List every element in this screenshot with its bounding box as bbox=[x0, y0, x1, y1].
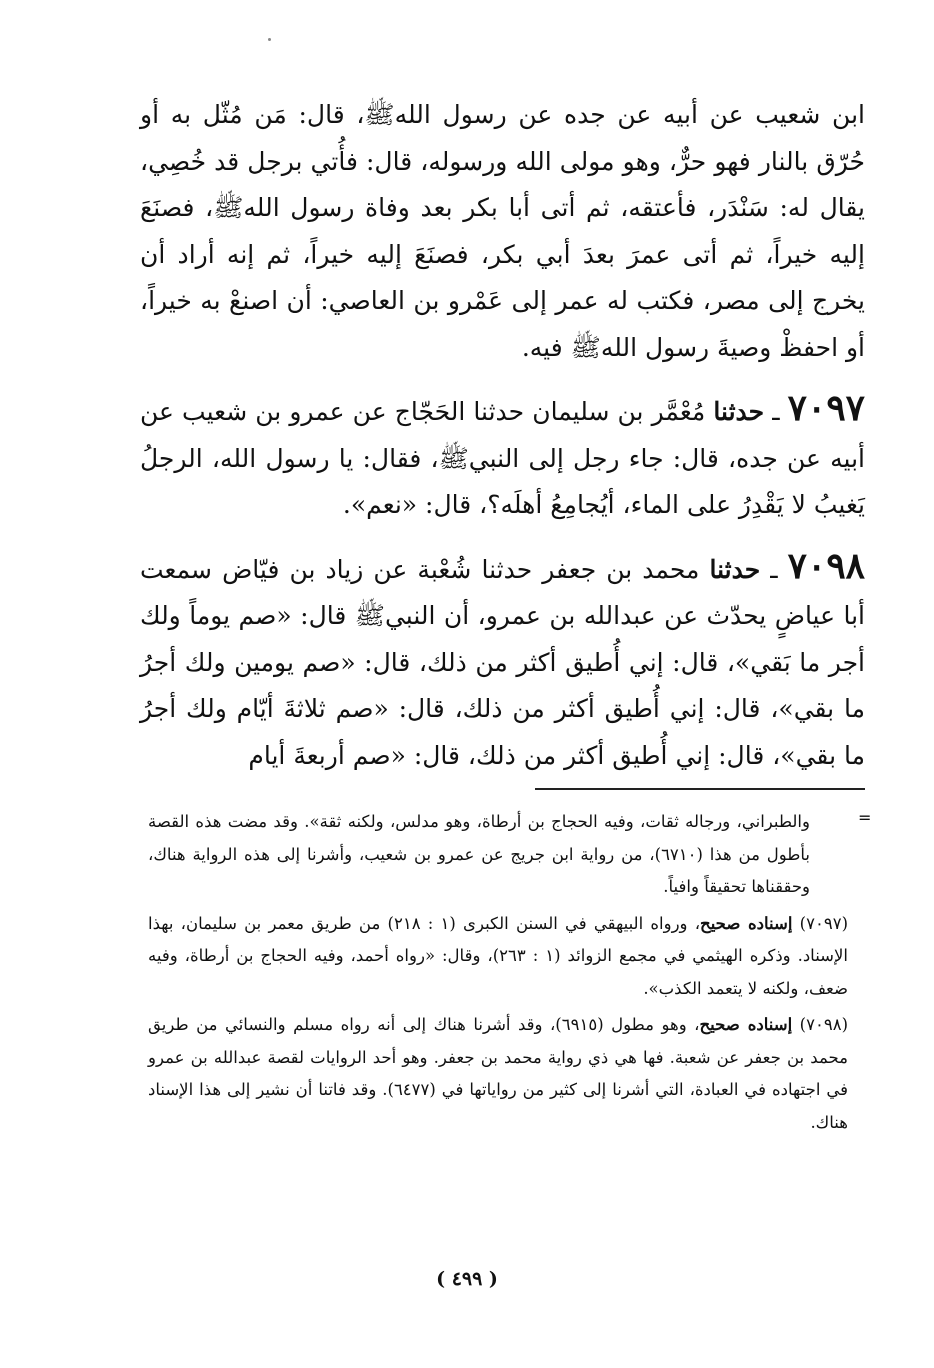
hadith-text: محمد بن جعفر حدثنا شُعْبة عن زياد بن فيّاض سمعت أبا عياضٍ يحدّث عن عبدالله بن عمرو، أن النبيﷺ قال: «صم يوماً ولك أجر ما بَقي»، قال: إني أُطيق أكثر من ذلك، قال: «صم يومين ولك أجرُ ما بقي»، قال: إني أُطيق أكثر من ذلك، قال: «صم ثلاثةَ أيّام ولك أجرُ ما بقي»، قال: إني أُطيق أكثر من ذلك، قال: «صم أربعةَ أيام bbox=[140, 554, 865, 770]
hadith-7098 bbox=[140, 543, 865, 780]
footnotes bbox=[148, 806, 848, 1139]
hadith-dash: ـ bbox=[760, 554, 788, 584]
continuation-marker: = bbox=[858, 808, 872, 827]
scan-speck bbox=[268, 38, 271, 41]
hadith-keyword: حدثنا bbox=[713, 397, 765, 426]
hadith-text: مُعْمَّر بن سليمان حدثنا الحَجّاج عن عمرو بن شعيب عن أبيه عن جده، قال: جاء رجل إلى النبيﷺ، فقال: يا رسول الله، الرجلُ يَغيبُ لا يَقْدِرُ على الماء، أيُجامِعُ أهلَه؟، قال: «نعم». bbox=[140, 397, 865, 519]
footnote-divider bbox=[535, 788, 865, 790]
footnote-text: ، وهو مطول (٦٩١٥)، وقد أشرنا هناك إلى أنه رواه مسلم والنسائي من طريق محمد بن جعفر عن شعبة. فها هي ذي رواية محمد بن جعفر. وهو أحد الروايات لقصة عبدالله بن عمرو في اجتهاده في العبادة، التي أشرنا إلى كثير من رواياتها في (٦٤٧٧). وقد فاتنا أن نشير إلى هذا الإسناد هناك. bbox=[148, 1015, 848, 1132]
main-text bbox=[140, 92, 865, 779]
hadith-number: ٧٠٩٧ bbox=[787, 387, 865, 429]
hadith-7097 bbox=[140, 385, 865, 529]
paragraph-continuation: ابن شعيب عن أبيه عن جده عن رسول اللهﷺ، قال: مَن مُثّل به أو حُرّق بالنار فهو حرٌّ، وهو مولى الله ورسوله، قال: فأُتي برجل قد خُصِي، يقال له: سَنْدَر، فأعتقه، ثم أتى أبا بكر بعد وفاة رسول اللهﷺ، فصنَعَ إليه خيراً، ثم أتى عمرَ بعدَ أبي بكر، فصنَعَ إليه خيراً، ثم إنه أراد أن يخرج إلى مصر، فكتب له عمر إلى عَمْرو بن العاصي: أن اصنعْ به خيراً، أو احفظْ وصيةَ رسول اللهﷺ فيه. bbox=[140, 100, 865, 362]
page-number: ( ٤٩٩ ) bbox=[436, 1268, 498, 1290]
footnote-number: (٧٠٩٧) bbox=[792, 913, 848, 933]
footnote-7097 bbox=[148, 908, 848, 1006]
hadith-number: ٧٠٩٨ bbox=[787, 544, 865, 587]
hadith-keyword: حدثنا bbox=[709, 554, 761, 584]
footnote-continuation: والطبراني، ورجاله ثقات، وفيه الحجاج بن أرطاة، وهو مدلس، ولكنه ثقة». وقد مضت هذه القصة بأطول من هذا (٦٧١٠)، من رواية ابن جريج عن عمرو بن شعيب، وأشرنا إلى هذه الرواية هناك، وحققناها تحقيقاً وافياً. bbox=[148, 812, 810, 896]
footnote-7098 bbox=[148, 1009, 848, 1139]
footnote-keyword: إسناده صحيح bbox=[699, 1015, 793, 1034]
hadith-dash: ـ bbox=[764, 397, 788, 426]
footnote-number: (٧٠٩٨) bbox=[792, 1015, 848, 1034]
footnote-text: ، ورواه البيهقي في السنن الكبرى (١ : ٢١٨) من طريق معمر بن سليمان، بهذا الإسناد. وذكره الهيثمي في مجمع الزوائد (١ : ٢٦٣)، وقال: «رواه أحمد، وفيه الحجاج بن أرطاة، وفيه ضعف، ولكنه لا يتعمد الكذب». bbox=[148, 913, 849, 998]
footnote-keyword: إسناده صحيح bbox=[700, 913, 793, 933]
